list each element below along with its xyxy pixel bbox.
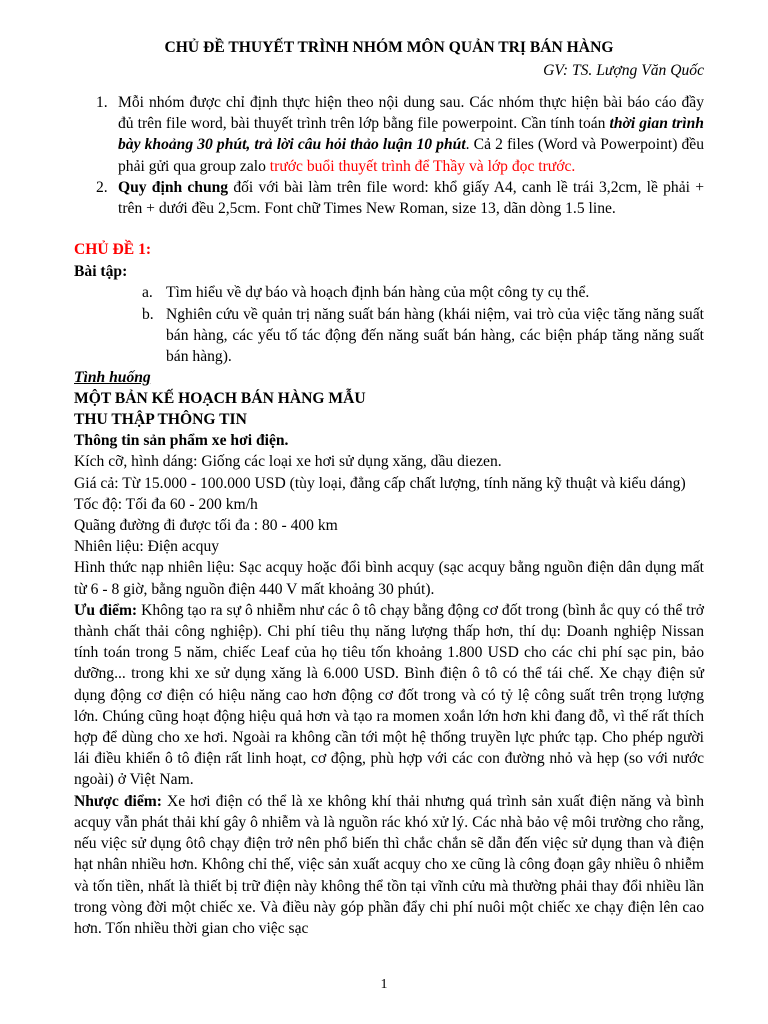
rules-list <box>74 92 704 219</box>
advantages-text: Không tạo ra sự ô nhiễm như các ô tô chạy bằng động cơ đốt trong (bình ắc quy có thể trở thành chất thải công nghiệp). Chi phí tiêu thụ năng lượng thấp hơn, thí dụ: Doanh nghiệp Nissan tính toán trong 5 năm, chiếc Leaf của họ tiêu tốn khoảng 1.800 USD cho các chi phí sạc pin, bảo dưỡng... trong khi xe sử dụng xăng là 6.000 USD. Bình điện ô tô có thể tái chế. Xe chạy điện sử dụng động cơ điện có hiệu năng cao hơn động cơ đốt trong và có tỷ lệ công suất trên trọng lượng lớn. Chúng cũng hoạt động hiệu quả hơn và tạo ra momen xoắn lớn hơn khi đang đỗ, vì thế rất thích hợp để dùng cho xe hơi. Ngoài ra không cần tới một hệ thống truyền lực phức tạp. Cho phép người lái điều khiển ô tô điện rất linh hoạt, cơ động, phù hợp với các con đường nhỏ và hẹp (so với nước ngoài) ở Việt Nam. <box>74 601 705 789</box>
exercise-item-b <box>74 304 704 368</box>
document-page <box>74 36 704 939</box>
disadvantages-paragraph <box>74 791 704 939</box>
advantages-label: Ưu điểm: <box>74 601 138 619</box>
rule-number: 2. <box>96 178 108 196</box>
exercise-letter: a. <box>142 284 153 302</box>
rule-text: đối với bài làm trên file word: khổ giấy A4, canh lề trái 3,2cm, lề phải + trên + dưới đều 2,5cm. Font chữ Times New Roman, size 13, dãn dòng 1.5 line. <box>118 178 704 218</box>
rule-red-note: trước buổi thuyết trình để Thầy và lớp đọc trước <box>269 157 572 175</box>
spec-line-range: Quãng đường đi được tối đa : 80 - 400 km <box>74 517 338 535</box>
section-heading-info: THU THẬP THÔNG TIN <box>74 411 247 429</box>
teacher-name: GV: TS. Lượng Văn Quốc <box>543 62 704 79</box>
rule-emphasis: thời gian trình bày khoảng 30 phút, trả lời câu hỏi thảo luận 10 phút <box>118 115 704 154</box>
rule-red-period: . <box>571 157 576 175</box>
rule-item-2 <box>74 177 704 219</box>
rule-bold-label: Quy định chung <box>118 178 229 196</box>
exercise-item-a <box>74 282 704 303</box>
spec-line-fuel: Nhiên liệu: Điện acquy <box>74 538 220 556</box>
section-heading-plan: MỘT BẢN KẾ HOẠCH BÁN HÀNG MẪU <box>74 390 366 408</box>
spec-line-price: Giá cả: Từ 15.000 - 100.000 USD (tùy loại, đẳng cấp chất lượng, tính năng kỹ thuật và kiểu dáng) <box>74 474 686 492</box>
topic-heading: CHỦ ĐỀ 1: <box>74 241 152 259</box>
page-title: CHỦ ĐỀ THUYẾT TRÌNH NHÓM MÔN QUẢN TRỊ BÁN HÀNG <box>164 39 614 56</box>
advantages-paragraph <box>74 600 704 791</box>
spec-line-size: Kích cỡ, hình dáng: Giống các loại xe hơi sử dụng xăng, dầu diezen. <box>74 453 502 471</box>
disadvantages-label: Nhược điểm: <box>74 792 162 810</box>
exercise-text: Tìm hiểu về dự báo và hoạch định bán hàng của một công ty cụ thể. <box>166 284 590 302</box>
product-info-heading: Thông tin sản phẩm xe hơi điện. <box>74 432 289 450</box>
disadvantages-text: Xe hơi điện có thể là xe không khí thải nhưng quá trình sản xuất điện năng và bình acquy vẫn phát thải khí gây ô nhiễm và là nguồn rác khó xử lý. Các nhà bảo vệ môi trường cho rằng, nếu việc sử dụng ôtô chạy điện trở nên phổ biến thì chắc chắn sẽ dẫn đến việc sử dụng than và điện hạt nhân nhiều hơn. Không chỉ thế, việc sản xuất acquy cho xe cũng là công đoạn gây nhiều ô nhiễm và tốn tiền, nhất là thiết bị trữ điện này không thể tồn tại vĩnh cửu mà thường phải thay đổi nhiều lần trong vòng đời một chiếc xe. Và điều này góp phần đẩy chi phí nuôi một chiếc xe chạy điện lên cao hơn. Tốn nhiều thời gian cho việc sạc <box>74 792 704 937</box>
spec-line-charging: Hình thức nạp nhiên liệu: Sạc acquy hoặc đổi bình acquy (sạc acquy bằng nguồn điện dân dụng mất từ 6 - 8 giờ, bằng nguồn điện 440 V mất khoảng 30 phút). <box>74 559 704 598</box>
rule-text: Mỗi nhóm được chỉ định thực hiện theo nội dung sau. Các nhóm thực hiện bài báo cáo đầy đủ trên file word, bài thuyết trình trên lớp bằng file powerpoint. Cần tính toán <box>118 94 704 133</box>
exercise-letter: b. <box>142 305 154 323</box>
exercise-list <box>74 282 704 367</box>
spec-line-speed: Tốc độ: Tối đa 60 - 200 km/h <box>74 495 258 513</box>
rule-item-1 <box>74 92 704 177</box>
page-number: 1 <box>380 977 388 992</box>
rule-text-cont: . Cả 2 files (Word và Powerpoint) đều phải gửi qua group zalo <box>118 136 704 175</box>
exercise-text: Nghiên cứu về quản trị năng suất bán hàng (khái niệm, vai trò của việc tăng năng suất bán hàng, các yếu tố tác động đến năng suất bán hàng, các biện pháp tăng năng suất bán hàng). <box>166 305 704 366</box>
exercise-label: Bài tập: <box>74 263 128 281</box>
rule-number: 1. <box>96 94 108 111</box>
situation-label: Tình huống <box>74 369 151 387</box>
